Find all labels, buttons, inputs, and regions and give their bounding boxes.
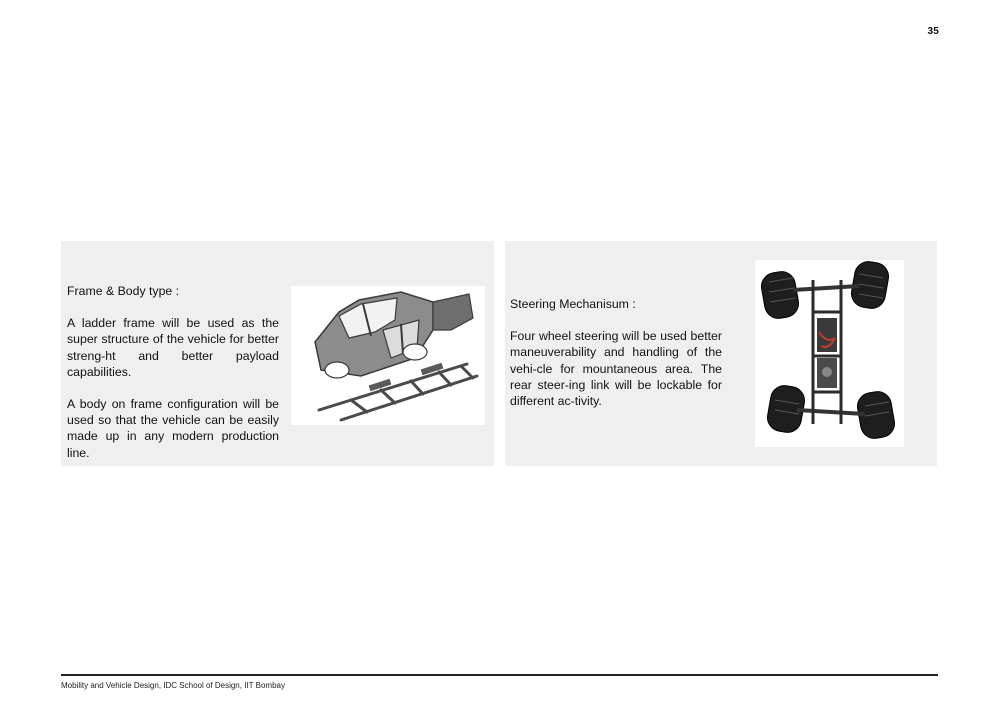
steering-panel: [505, 241, 937, 466]
frame-body-paragraph-1: A ladder frame will be used as the super structure of the vehicle for better streng-ht and better payload capabilities.: [67, 316, 279, 379]
frame-body-paragraph-2: A body on frame configuration will be used so that the vehicle can be easily made up in any modern production line.: [67, 397, 279, 460]
rc-truck-top-view-image: [755, 260, 904, 447]
steering-text: [510, 296, 722, 409]
footer-text: Mobility and Vehicle Design, IDC School of Design, IIT Bombay: [61, 681, 285, 690]
vehicle-frame-render-image: [291, 286, 485, 425]
frame-body-heading: Frame & Body type :: [67, 284, 180, 298]
page-number: 35: [927, 26, 939, 37]
steering-heading: Steering Mechanisum :: [510, 297, 636, 311]
frame-body-panel: [61, 241, 494, 466]
footer-rule: [61, 674, 938, 676]
steering-paragraph-1: Four wheel steering will be used better maneuverability and handling of the vehi-cle for mountaneous area. The rear steer-ing link will be lockable for different ac-tivity.: [510, 329, 722, 409]
frame-body-text: [67, 283, 279, 461]
